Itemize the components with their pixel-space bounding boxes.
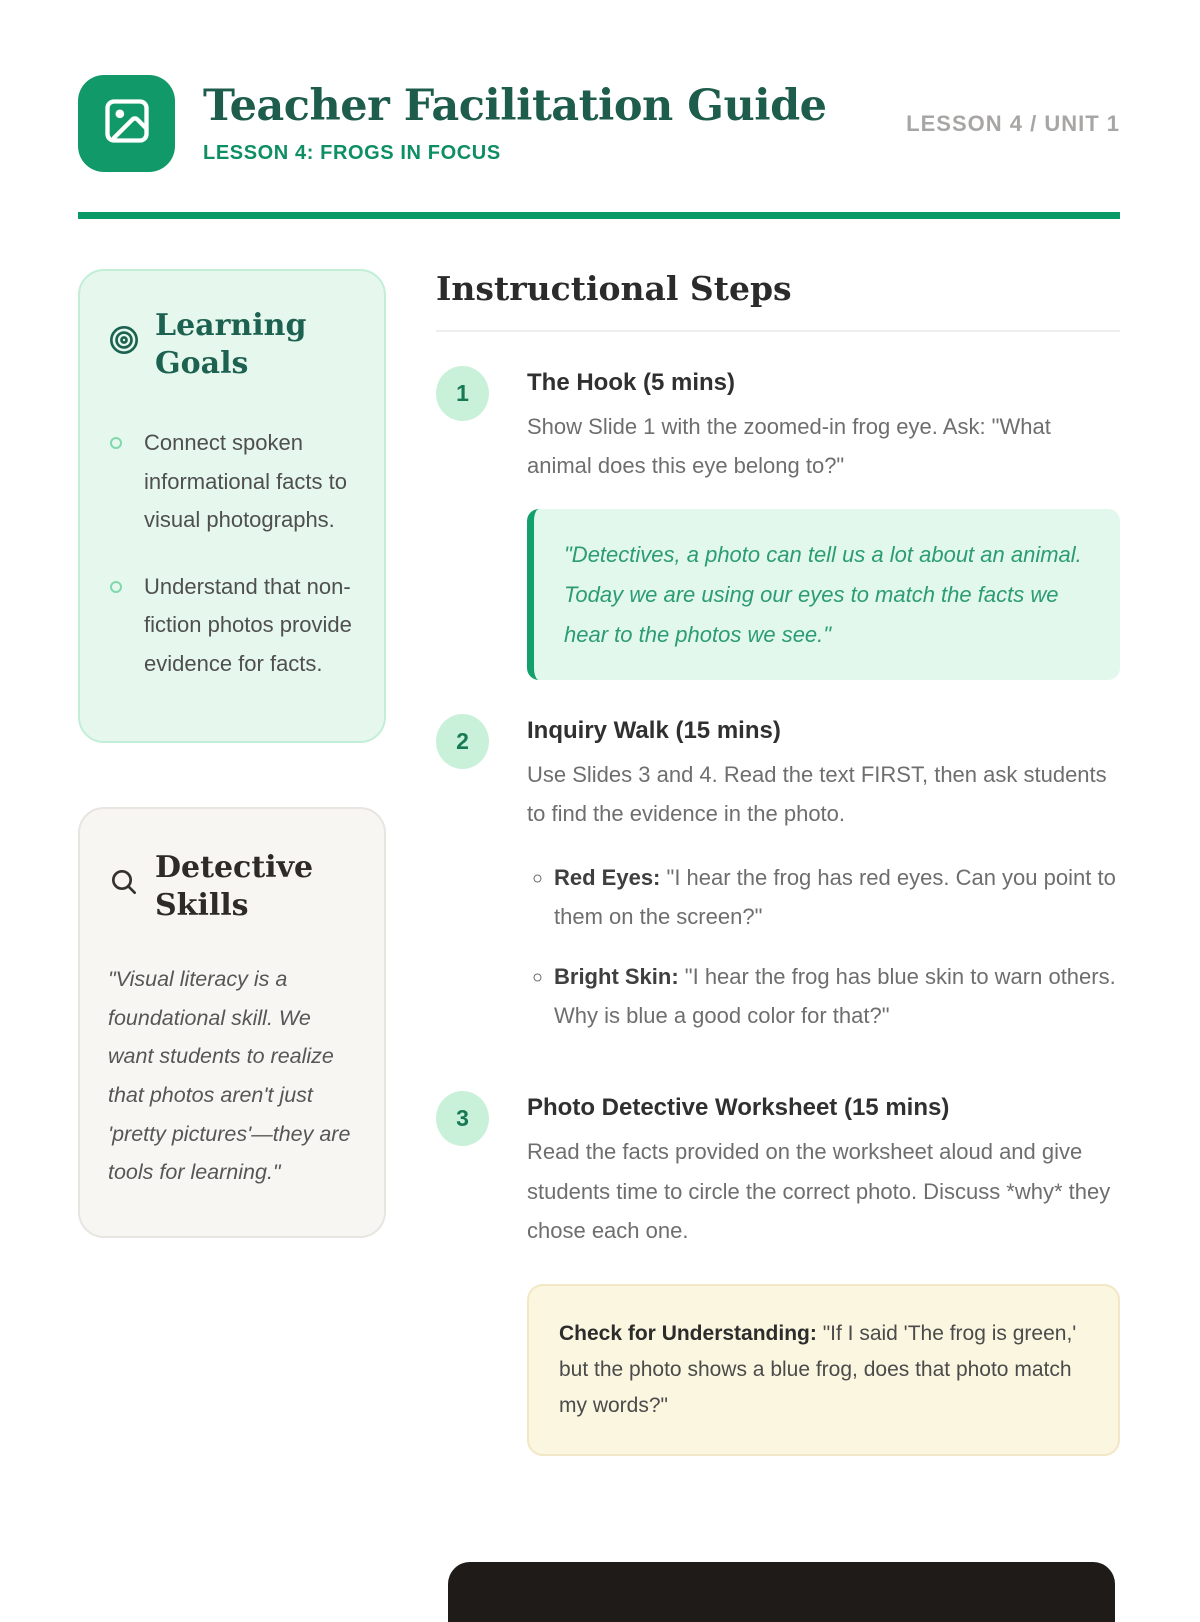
step-item-3 [436,1091,1120,1249]
bullet-item [554,958,1120,1035]
step-content [527,1091,1120,1249]
bullet-item [554,859,1120,936]
step-body: Show Slide 1 with the zoomed-in frog eye. Ask: "What animal does this eye belong to?" [527,414,1051,479]
title-block [203,83,827,165]
step-number-badge: 3 [436,1091,489,1146]
step-item-1 [436,366,1120,680]
prompt-bullet-list [527,859,1120,1035]
main-column [436,269,1120,1456]
step-content [527,366,1120,680]
callout-text: "If I said 'The frog is green,' but the photo shows a blue frog, does that photo match my words?" [559,1321,1077,1418]
content-columns [78,269,1120,1456]
step-content [527,714,1120,1057]
step-title: The Hook (5 mins) [527,369,736,396]
app-logo [78,75,175,172]
search-icon [108,866,140,908]
lesson-unit-ref: LESSON 4 / UNIT 1 [906,111,1120,136]
bullet-text: "I hear the frog has red eyes. Can you point to them on the screen?" [554,865,1116,929]
step-item-2 [436,714,1120,1057]
bullet-label: Red Eyes: [554,865,661,891]
goal-item: Understand that non-fiction photos provide evidence for facts. [108,568,356,684]
section-divider [436,330,1120,332]
teacher-script-quote: "Detectives, a photo can tell us a lot about an animal. Today we are using our eyes to match the facts we hear to the photos we see." [527,509,1120,680]
step-number-badge: 1 [436,366,489,421]
bullet-text: "I hear the frog has blue skin to warn others. Why is blue a good color for that?" [554,964,1116,1028]
detective-skills-card [78,807,386,1238]
learning-goals-card [78,269,386,743]
sidebar [78,269,386,1456]
steps-list [436,366,1120,1250]
goal-item: Connect spoken informational facts to visual photographs. [108,424,356,540]
check-for-understanding-callout [527,1284,1120,1456]
footer-dark-card [448,1562,1115,1622]
page-subtitle: LESSON 4: FROGS IN FOCUS [203,142,501,165]
header-divider [78,212,1120,219]
page-header [78,75,1120,172]
step-body: Use Slides 3 and 4. Read the text FIRST, then ask students to find the evidence in the photo. [527,762,1107,827]
target-icon [108,324,140,366]
detective-skills-quote: "Visual literacy is a foundational skill. We want students to realize that photos aren't just 'pretty pictures'—they are tools for learning." [108,967,351,1185]
instructional-steps-title: Instructional Steps [436,269,792,308]
page-title: Teacher Facilitation Guide [203,81,827,131]
image-photo-icon [101,95,153,152]
learning-goals-title: Learning Goals [155,308,307,381]
learning-goals-list [108,424,356,683]
bullet-label: Bright Skin: [554,964,679,990]
detective-skills-heading [108,849,356,924]
step-title: Inquiry Walk (15 mins) [527,717,781,745]
step-body: Read the facts provided on the worksheet aloud and give students time to circle the correct photo. Discuss *why* they chose each one. [527,1139,1111,1243]
learning-goals-heading [108,307,356,382]
callout-label: Check for Understanding: [559,1321,817,1345]
detective-skills-title: Detective Skills [155,850,314,923]
step-title: Photo Detective Worksheet (15 mins) [527,1094,950,1122]
step-number-badge: 2 [436,714,489,769]
